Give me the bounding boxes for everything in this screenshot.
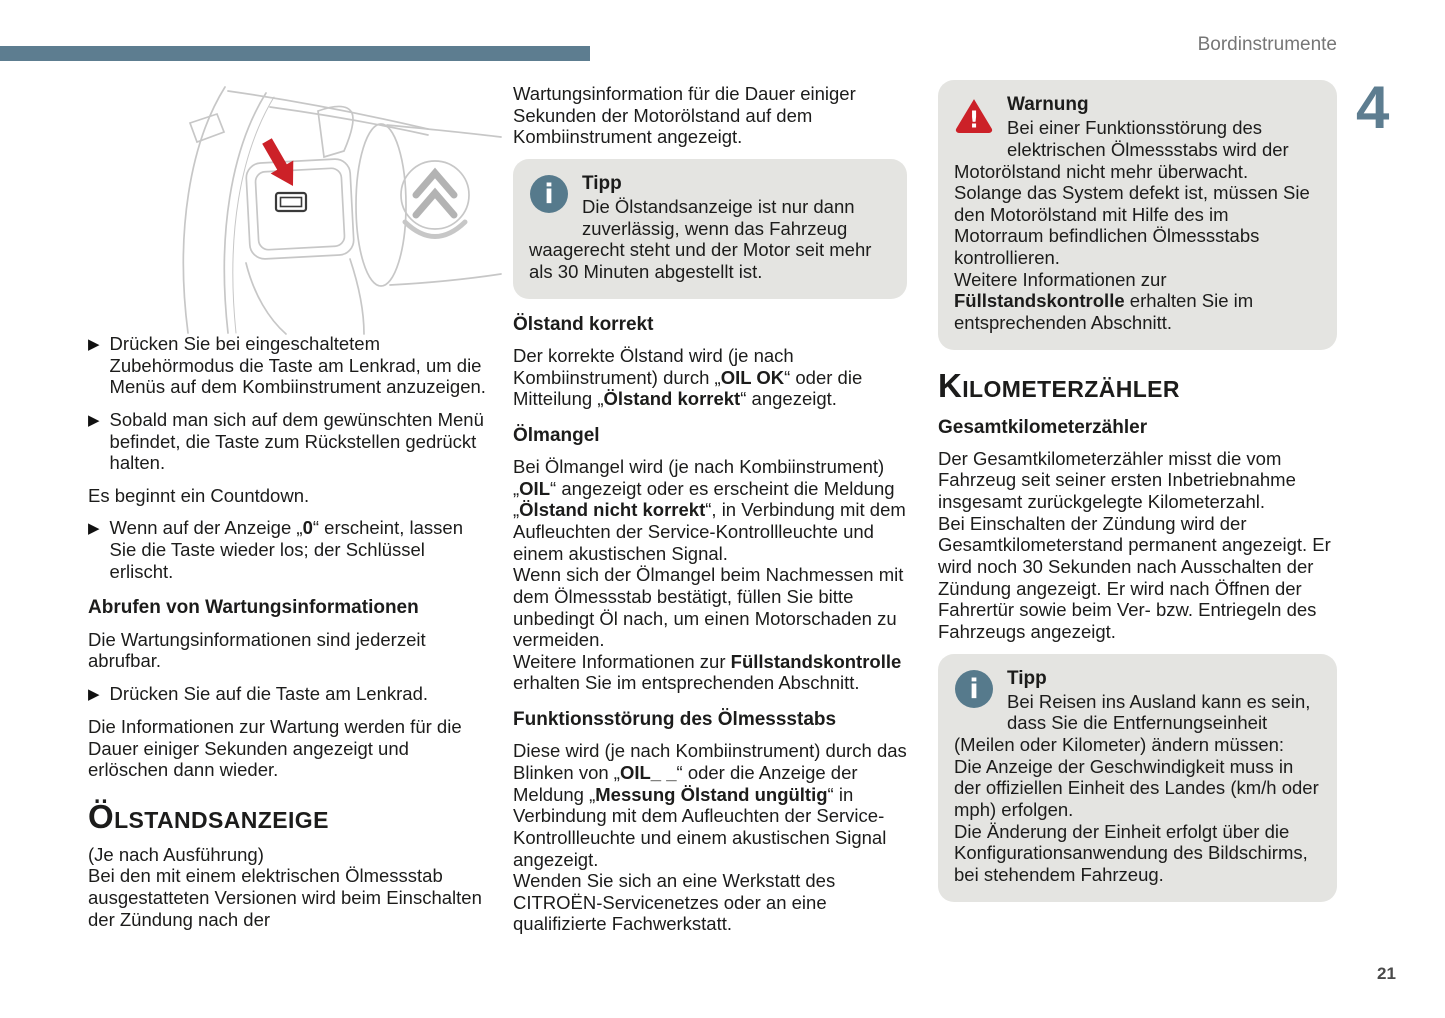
svg-text:!: ! — [968, 107, 980, 134]
sub-heading: Funktionsstörung des Ölmessstabs — [513, 709, 837, 731]
text-run: Wenn sich der Ölmangel beim Nachmessen mit dem Ölmessstab bestätigt, füllen Sie bitte unbedingt Öl nach, um einen Motorschaden zu vermeiden. — [513, 564, 904, 651]
paragraph — [513, 345, 907, 410]
section-heading — [88, 797, 486, 835]
left-column — [88, 333, 486, 941]
paragraph — [88, 629, 486, 672]
bullet-item — [88, 683, 486, 705]
svg-text:i: i — [544, 178, 554, 210]
emphasis-text: OIL OK — [720, 366, 785, 388]
paragraph — [88, 844, 486, 931]
emphasis-text: Messung Ölstand ungültig — [595, 783, 828, 805]
warning-icon — [954, 95, 994, 135]
text-run: Die Informationen zur Wartung werden für die Dauer einiger Sekunden angezeigt und erlöschen dann wieder. — [88, 715, 462, 781]
emphasis-text: OIL_ _ — [619, 761, 677, 783]
text-run: Der korrekte Ölstand wird (je nach Kombiinstrument) durch „ — [513, 344, 794, 388]
emphasis-text: Füllstandskontrolle — [954, 290, 1125, 312]
info-icon — [529, 174, 569, 214]
text-run: Bei Reisen ins Ausland kann es sein, dass Sie die Entfernungseinheit (Meilen oder Kilometer) ändern müssen: — [954, 690, 1311, 756]
section-heading — [938, 366, 1337, 404]
bullet-item — [88, 409, 486, 474]
tip-box-text — [529, 196, 891, 283]
paragraph — [88, 716, 486, 781]
text-run: Weitere Informationen zur — [513, 650, 731, 672]
paragraph — [88, 485, 486, 507]
text-run: Bei Ölmangel wird (je nach Kombiinstrument) „ — [513, 456, 885, 499]
text-run: (Je nach Ausführung) — [88, 843, 264, 865]
text-run: Drücken Sie bei eingeschaltetem Zubehörmodus die Taste am Lenkrad, um die Menüs auf dem Kombiinstrument anzuzeigen. — [109, 333, 486, 398]
text-run: Die Anzeige der Geschwindigkeit muss in der offiziellen Einheit des Landes (km/h oder mph) erfolgen. — [954, 755, 1319, 821]
warning-box-title: Warnung — [1007, 94, 1089, 115]
bullet-text — [110, 409, 486, 474]
emphasis-text: Ölstand nicht korrekt — [519, 499, 706, 521]
tip-box-text — [954, 691, 1321, 886]
bullet-arrow-icon: ▶ — [88, 685, 100, 703]
bullet-item — [88, 517, 486, 582]
text-run: Bei einer Funktionsstörung des elektrischen Ölmessstabs wird der Motorölstand nicht mehr überwacht. Solange das System defekt ist, müssen Sie den Motorölstand mit Hilfe des im Motorraum befindlichen Ölmessstabs kontrollieren. — [954, 117, 1310, 269]
info-icon — [954, 669, 994, 709]
tip-box-title: Tipp — [1007, 667, 1047, 689]
accent-divider-bar — [0, 46, 590, 61]
page-number: 21 — [1377, 964, 1396, 983]
warning-box — [938, 80, 1337, 350]
text-run: erhalten Sie im entsprechenden Abschnitt. — [954, 290, 1254, 333]
bullet-arrow-icon: ▶ — [88, 411, 100, 429]
tip-box — [513, 159, 907, 299]
bullet-text — [110, 333, 486, 398]
text-run: erhalten Sie im entsprechenden Abschnitt. — [513, 672, 860, 694]
tip-box-title: Tipp — [582, 172, 622, 194]
middle-column — [513, 83, 907, 946]
text-run: Der Gesamtkilometerzähler misst die vom Fahrzeug seit seiner ersten Inbetriebnahme insgesamt zurückgelegte Kilometerzahl. — [938, 447, 1296, 513]
bullet-text — [110, 517, 486, 582]
paragraph — [513, 740, 907, 935]
text-run: Sobald man sich auf dem gewünschten Menü befindet, die Taste zum Rückstellen gedrückt halten. — [109, 408, 484, 474]
text-run: “ angezeigt. — [740, 388, 837, 410]
text-run: Die Ölstandsanzeige ist nur dann zuverlässig, wenn das Fahrzeug waagerecht steht und der Motor seit mehr als 30 Minuten abgestellt ist. — [529, 196, 872, 283]
emphasis-text: 0 — [302, 517, 313, 539]
section-heading-rest: LSTANDSANZEIGE — [114, 806, 329, 833]
sub-heading: Ölmangel — [513, 424, 600, 446]
sub-heading: Abrufen von Wartungsinformationen — [88, 597, 419, 619]
text-run: Bei den mit einem elektrischen Ölmessstab ausgestatteten Versionen wird beim Einschalten der Zündung nach der — [88, 865, 482, 930]
right-column — [938, 80, 1337, 917]
text-run: Die Änderung der Einheit erfolgt über die Konfigurationsanwendung des Bildschirms, bei stehendem Fahrzeug. — [954, 820, 1308, 885]
text-run: Wenn auf der Anzeige „ — [109, 517, 303, 539]
text-run: Wartungsinformation für die Dauer einiger Sekunden der Motorölstand auf dem Kombiinstrument angezeigt. — [513, 83, 856, 148]
text-run: “ erscheint, lassen Sie die Taste wieder los; der Schlüssel erlischt. — [109, 517, 463, 582]
text-run: “ oder die Anzeige der Meldung „ — [513, 761, 858, 805]
sub-heading: Gesamtkilometerzähler — [938, 416, 1148, 438]
text-run: Es beginnt ein Countdown. — [88, 484, 310, 506]
text-run: Weitere Informationen zur — [954, 268, 1167, 290]
tip-box — [938, 654, 1337, 902]
chapter-number: 4 — [1356, 74, 1390, 141]
emphasis-text: Füllstandskontrolle — [730, 650, 902, 672]
text-run: Diese wird (je nach Kombiinstrument) durch das Blinken von „ — [513, 740, 907, 783]
text-run: Wenden Sie sich an eine Werkstatt des CITROËN-Servicenetzes oder an eine qualifizierte Fachwerkstatt. — [513, 870, 836, 935]
bullet-text — [110, 683, 486, 705]
section-header-title: Bordinstrumente — [1197, 34, 1337, 55]
bullet-arrow-icon: ▶ — [88, 336, 100, 353]
steering-wheel-illustration — [128, 83, 502, 335]
bullet-arrow-icon: ▶ — [88, 520, 100, 538]
text-run: Die Wartungsinformationen sind jederzeit abrufbar. — [88, 628, 426, 672]
svg-text:i: i — [969, 673, 979, 705]
text-run: “ angezeigt oder es erscheint die Meldung „ — [513, 477, 895, 521]
section-heading-rest: ILOMETERZÄHLER — [962, 375, 1180, 402]
text-run: “ in Verbindung mit dem Aufleuchten der Service-Kontrollleuchte und einem akustischen Signal angezeigt. — [513, 783, 887, 870]
emphasis-text: Ölstand korrekt — [603, 388, 741, 410]
paragraph — [513, 456, 907, 694]
bullet-item — [88, 333, 486, 398]
section-heading-initial: Ö — [88, 797, 115, 835]
emphasis-text: OIL — [519, 477, 551, 499]
text-run: Bei Einschalten der Zündung wird der Gesamtkilometerstand permanent angezeigt. Er wird noch 30 Sekunden nach Ausschalten der Zündung angezeigt. Er wird nach Öffnen der Fahrertür sowie beim Ver- bzw. Entriegeln des Fahrzeugs angezeigt. — [938, 512, 1331, 642]
paragraph — [513, 83, 907, 148]
text-run: “ oder die Mitteilung „ — [513, 366, 863, 410]
sub-heading: Ölstand korrekt — [513, 313, 654, 335]
warning-box-text — [954, 117, 1321, 333]
section-heading-initial: K — [938, 366, 963, 404]
paragraph — [938, 448, 1337, 643]
text-run: Drücken Sie auf die Taste am Lenkrad. — [109, 682, 428, 704]
text-run: “, in Verbindung mit dem Aufleuchten der Service-Kontrollleuchte und einem akustischen Signal. — [513, 499, 906, 564]
